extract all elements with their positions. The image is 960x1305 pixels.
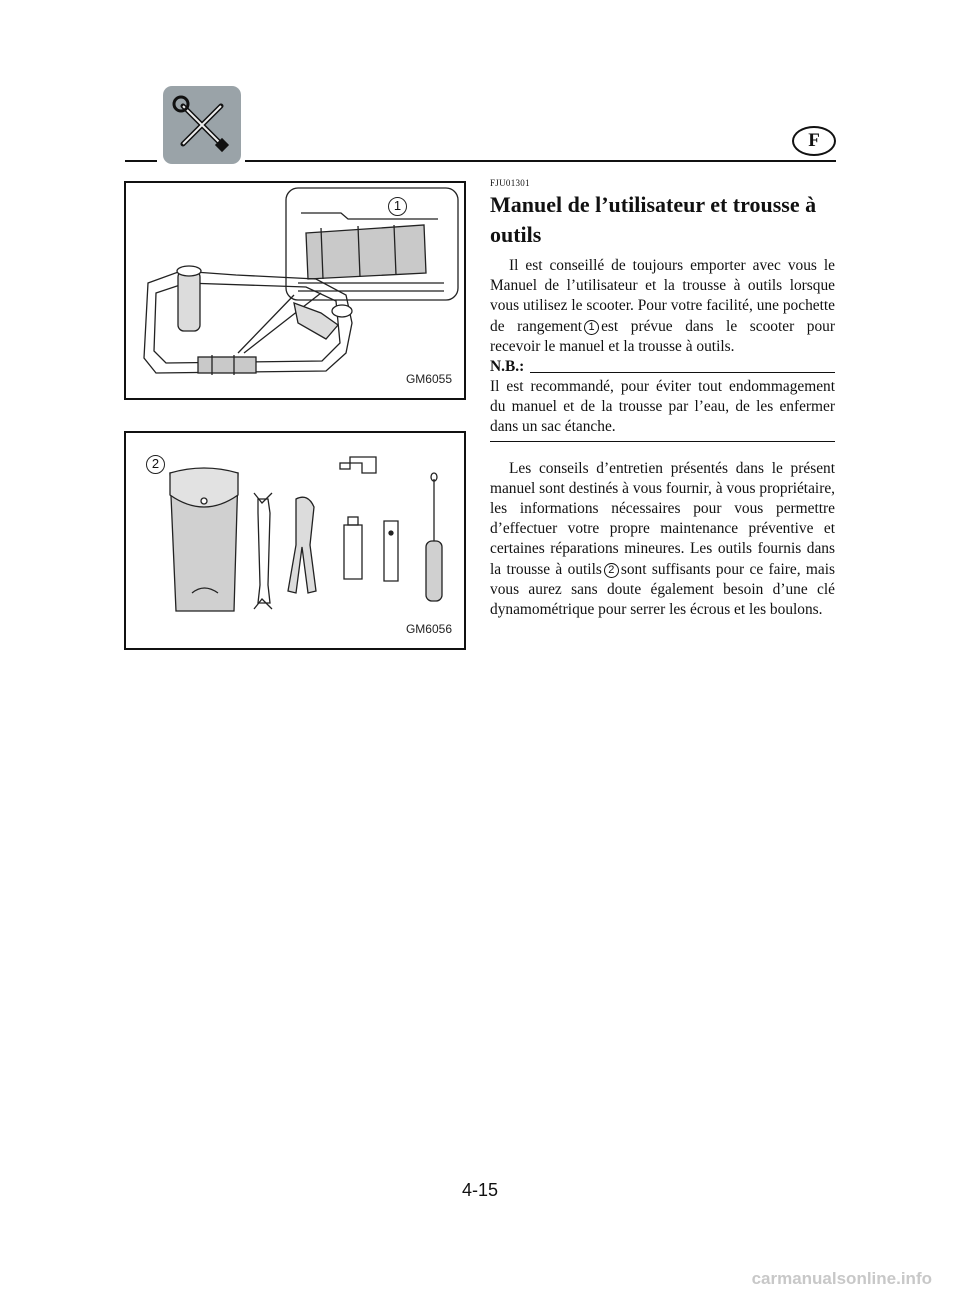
paragraph-intro: Il est conseillé de toujours emporter avec vous le Manuel de l’utilisateur et la trousse à outils lorsque vous utilisez le scooter. Pour votre facilité, une pochette de rangement 1 est prévue dans le scooter pour recevoir le manuel et la trousse à outils.: [490, 257, 835, 355]
reference-code: FJU01301: [490, 178, 530, 188]
paragraph-maintenance: Les conseils d’entretien présentés dans le présent manuel sont destinés à vous fournir, à vous propriétaire, les informations nécessaires pour vous permettre d’effectuer votre propre maintenance préventive et certaines réparations mineures. Les outils fournis dans la trousse à outils 2 sont suffisants pour ce faire, mais vous aurez sans doute également besoin d’une clé dynamométrique pour serrer les écrous et les boulons.: [490, 459, 835, 619]
inline-callout-1: 1: [584, 320, 599, 335]
figure-tool-kit: [124, 431, 466, 650]
note-header: [490, 357, 835, 377]
note-text: Il est recommandé, pour éviter tout endommagement du manuel et de la trousse par l’eau, de les enfermer dans un sac étanche.: [490, 378, 835, 436]
inline-callout-2: 2: [604, 563, 619, 578]
figure-code: GM6055: [405, 372, 452, 386]
header-rule-left: [125, 160, 157, 162]
watermark: carmanualsonline.info: [751, 1269, 932, 1288]
note-end-rule: [490, 441, 835, 442]
language-badge: F: [792, 126, 836, 156]
callout-1: 1: [388, 197, 407, 216]
callout-2: 2: [146, 455, 165, 474]
text-column: [490, 178, 835, 620]
figure-storage-pouch: [124, 181, 466, 400]
note-rule: [530, 372, 835, 373]
header-rule-right: [245, 160, 836, 162]
figure-code: GM6056: [405, 622, 452, 636]
section-heading: Manuel de l’utilisateur et trousse à outils: [490, 192, 817, 247]
page-number: 4-15: [461, 1180, 499, 1200]
tool-kit-illustration: [126, 433, 464, 648]
note-label: N.B.:: [490, 358, 525, 376]
storage-compartment-illustration: [126, 183, 464, 398]
tools-icon: [163, 86, 241, 164]
